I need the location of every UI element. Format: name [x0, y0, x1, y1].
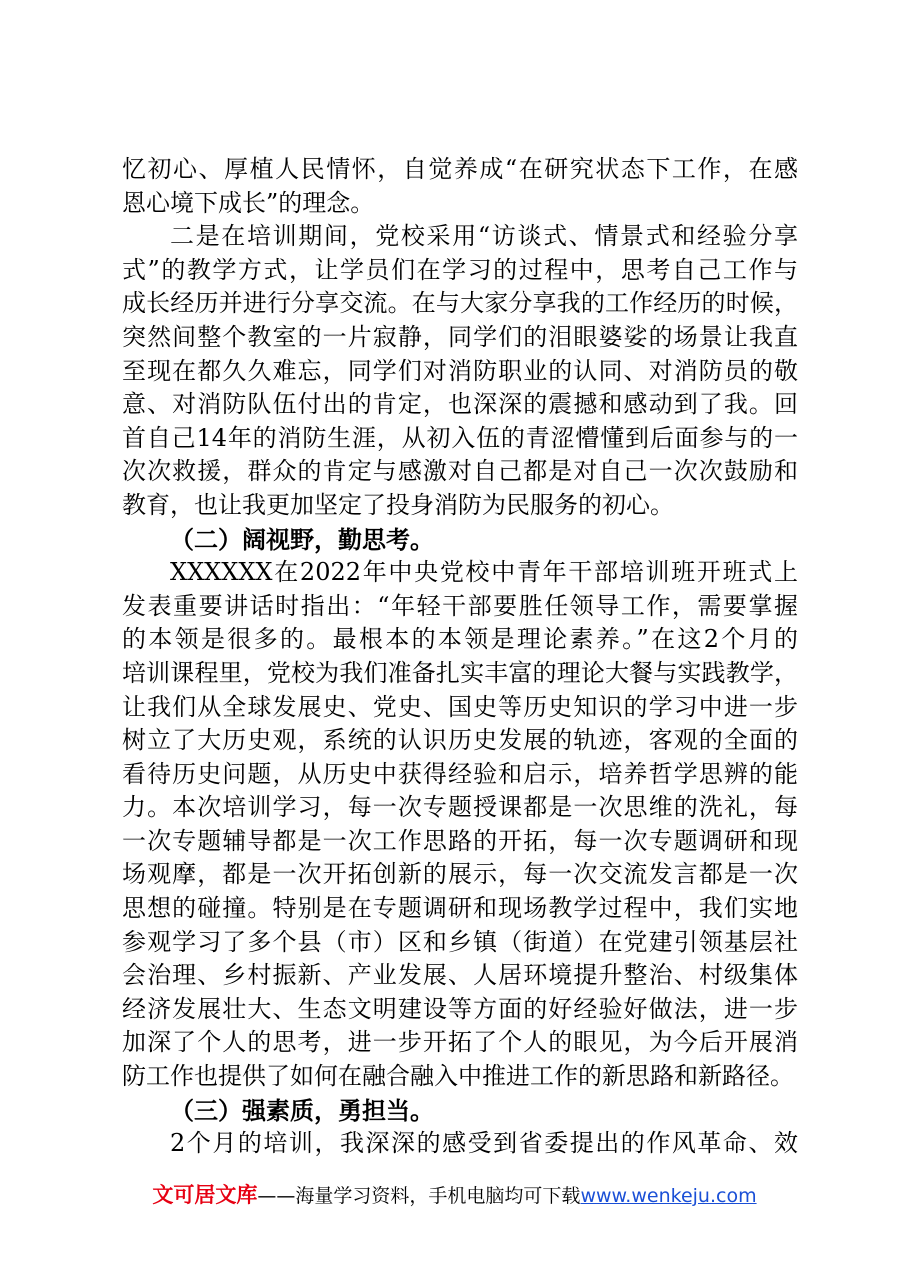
text-line: 的本领是很多的。最根本的本领是理论素养。”在这2个月的 [122, 625, 798, 654]
text-line: 让我们从全球发展史、党史、国史等历史知识的学习中进一步 [122, 692, 798, 721]
text-line: 参观学习了多个县（市）区和乡镇（街道）在党建引领基层社 [122, 927, 798, 956]
text-line: 教育，也让我更加坚定了投身消防为民服务的初心。 [122, 490, 674, 519]
text-line: XXXXXX在2022年中央党校中青年干部培训班开班式上 [170, 558, 798, 587]
text-line: 突然间整个教室的一片寂静，同学们的泪眼婆娑的场景让我直 [122, 322, 798, 351]
text-line: 会治理、乡村振新、产业发展、人居环境提升整治、村级集体 [122, 961, 798, 990]
text-line: 一次专题辅导都是一次工作思路的开拓，每一次专题调研和现 [122, 826, 798, 855]
document-body [122, 153, 798, 1161]
text-line: 至现在都久久难忘，同学们对消防职业的认同、对消防员的敬 [122, 356, 798, 385]
text-line: 树立了大历史观，系统的认识历史发展的轨迹，客观的全面的 [122, 726, 798, 755]
text-line: 看待历史问题，从历史中获得经验和启示，培养哲学思辨的能 [122, 759, 798, 788]
text-line: 意、对消防队伍付出的肯定，也深深的震撼和感动到了我。回 [122, 390, 798, 419]
footer-url-link[interactable]: www.wenkeju.com [580, 1185, 757, 1207]
text-line: 成长经历并进行分享交流。在与大家分享我的工作经历的时候， [122, 289, 798, 318]
footer-brand: 文可居文库 [152, 1183, 258, 1207]
text-line: 力。本次培训学习，每一次专题授课都是一次思维的洗礼，每 [122, 793, 798, 822]
text-line: 经济发展壮大、生态文明建设等方面的好经验好做法，进一步 [122, 994, 798, 1023]
text-line: 式”的教学方式，让学员们在学习的过程中，思考自己工作与 [122, 255, 798, 284]
text-line: 忆初心、厚植人民情怀，自觉养成“在研究状态下工作，在感 [122, 155, 798, 183]
text-line: 次次救援，群众的肯定与感激对自己都是对自己一次次鼓励和 [122, 457, 798, 486]
text-line: 培训课程里，党校为我们准备扎实丰富的理论大餐与实践教学， [122, 658, 798, 687]
footer-tagline: ——海量学习资料，手机电脑均可下载 [257, 1185, 581, 1207]
text-line: 防工作也提供了如何在融合融入中推进工作的新思路和新路径。 [122, 1062, 794, 1091]
section-heading: （三）强素质，勇担当。 [170, 1095, 434, 1125]
text-line: 加深了个人的思考，进一步开拓了个人的眼见，为今后开展消 [122, 1028, 798, 1057]
section-heading: （二）阔视野，勤思考。 [170, 524, 434, 554]
footer-watermark [0, 1180, 909, 1211]
text-line: 2个月的培训，我深深的感受到省委提出的作风革命、效 [170, 1129, 798, 1158]
text-line: 场观摩，都是一次开拓创新的展示，每一次交流发言都是一次 [122, 860, 798, 889]
text-line: 发表重要讲话时指出：“年轻干部要胜任领导工作，需要掌握 [122, 591, 798, 620]
text-line: 二是在培训期间，党校采用“访谈式、情景式和经验分享 [170, 222, 798, 251]
text-line: 首自己14年的消防生涯，从初入伍的青涩懵懂到后面参与的一 [122, 423, 798, 452]
text-line: 恩心境下成长”的理念。 [122, 188, 375, 217]
text-line: 思想的碰撞。特别是在专题调研和现场教学过程中，我们实地 [122, 894, 798, 923]
